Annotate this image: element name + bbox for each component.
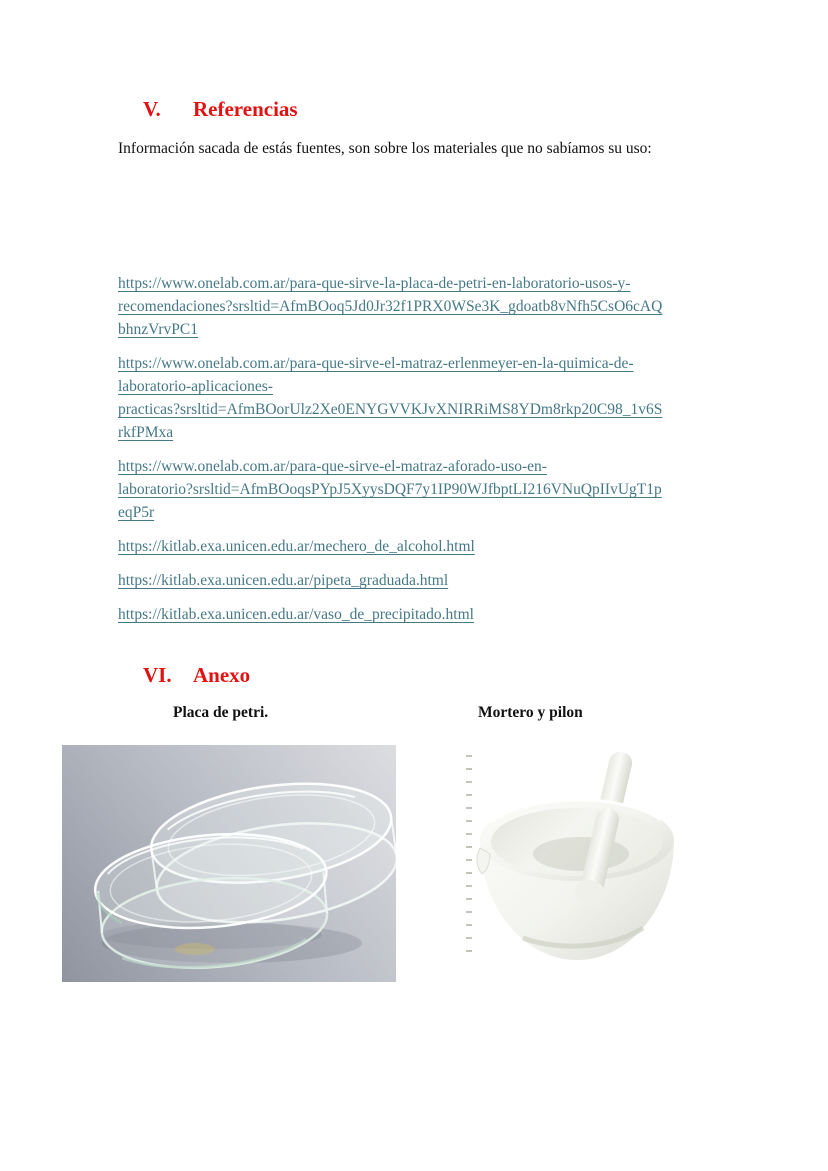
section-title: Referencias: [193, 97, 298, 121]
section-heading-anexo: [143, 663, 250, 688]
section-number: VI.: [143, 663, 172, 687]
reference-link[interactable]: https://kitlab.exa.unicen.edu.ar/vaso_de_precipitado.html: [118, 606, 474, 623]
section-number: V.: [143, 97, 161, 121]
reference-links-list: [118, 272, 726, 637]
petri-dish-photo: [62, 745, 396, 982]
ruler-ticks-icon: [466, 756, 472, 951]
mortar-pestle-photo: [463, 748, 683, 966]
section-heading-referencias: [143, 97, 298, 122]
reference-link[interactable]: https://kitlab.exa.unicen.edu.ar/pipeta_graduada.html: [118, 572, 449, 589]
figure-caption-petri: Placa de petri.: [173, 704, 269, 721]
section-title: Anexo: [193, 663, 251, 687]
reference-link[interactable]: https://www.onelab.com.ar/para-que-sirve-el-matraz-erlenmeyer-en-la-quimica-de- laboratorio-aplicaciones- practicas?srsltid=AfmBOorUlz2Xe0ENYGVVKJvXNIRRiMS8YDm8rkp20C98_1v6S rkfPMxa: [118, 355, 663, 441]
petri-dish-illustration: [62, 745, 396, 982]
reference-link[interactable]: https://www.onelab.com.ar/para-que-sirve-el-matraz-aforado-uso-en- laboratorio?srsltid=AfmBOoqsPYpJ5XyysDQF7y1IP90WJfbptLI216VNuQpIIvUgT1p eqP5r: [118, 458, 662, 521]
mortar-pestle-illustration: [463, 748, 683, 966]
figure-caption-mortar: Mortero y pilon: [478, 704, 583, 721]
intro-paragraph: Información sacada de estás fuentes, son sobre los materiales que no sabíamos su uso:: [118, 140, 652, 157]
reference-link[interactable]: https://kitlab.exa.unicen.edu.ar/mechero_de_alcohol.html: [118, 538, 475, 555]
reference-link[interactable]: https://www.onelab.com.ar/para-que-sirve-la-placa-de-petri-en-laboratorio-usos-y- recomendaciones?srsltid=AfmBOoq5Jd0Jr32f1PRX0WSe3K_gdoatb8vNfh5CsO6cAQ bhnzVrvPC1: [118, 275, 663, 338]
